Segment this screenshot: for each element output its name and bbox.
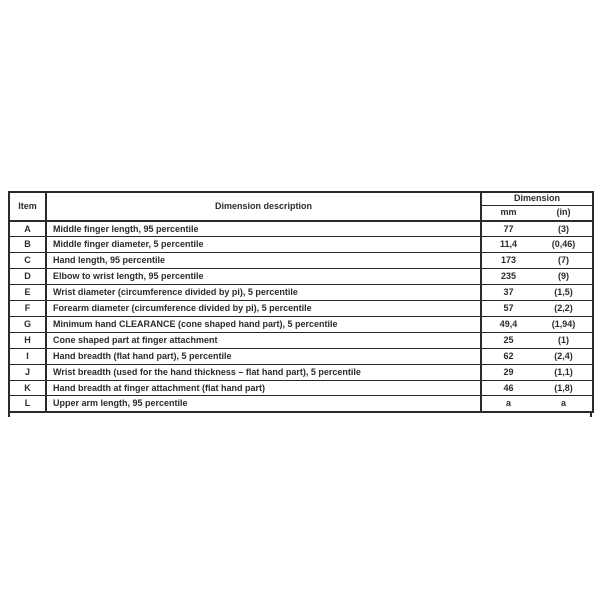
mm-value: 57 (481, 301, 535, 317)
item-letter: K (9, 380, 46, 396)
item-letter: E (9, 285, 46, 301)
in-value: (2,4) (535, 348, 593, 364)
table-row-f (9, 301, 593, 317)
in-value: (1,8) (535, 380, 593, 396)
in-value: (1) (535, 332, 593, 348)
mm-value: 11,4 (481, 237, 535, 253)
dimension-description: Hand length, 95 percentile (46, 253, 481, 269)
in-value: (1,1) (535, 364, 593, 380)
table-row-k (9, 380, 593, 396)
col-header-in: (in) (535, 205, 593, 221)
in-value: (0,46) (535, 237, 593, 253)
mm-value: 62 (481, 348, 535, 364)
table-row-b (9, 237, 593, 253)
table-border-stub-right (590, 413, 592, 417)
mm-value: 37 (481, 285, 535, 301)
item-letter: D (9, 269, 46, 285)
dimension-description: Middle finger diameter, 5 percentile (46, 237, 481, 253)
dimension-description: Middle finger length, 95 percentile (46, 221, 481, 237)
dimension-description: Minimum hand CLEARANCE (cone shaped hand part), 5 percentile (46, 316, 481, 332)
col-header-mm: mm (481, 205, 535, 221)
table-row-a (9, 221, 593, 237)
in-value: (9) (535, 269, 593, 285)
mm-value: 77 (481, 221, 535, 237)
item-letter: I (9, 348, 46, 364)
dimensions-table (8, 191, 594, 413)
dimension-description: Wrist diameter (circumference divided by pi), 5 percentile (46, 285, 481, 301)
item-letter: F (9, 301, 46, 317)
mm-value: 235 (481, 269, 535, 285)
col-header-item: Item (9, 192, 46, 221)
table-border-stub-left (8, 413, 10, 417)
col-header-description: Dimension description (46, 192, 481, 221)
dimension-description: Cone shaped part at finger attachment (46, 332, 481, 348)
item-letter: C (9, 253, 46, 269)
item-letter: G (9, 316, 46, 332)
dimension-description: Forearm diameter (circumference divided by pi), 5 percentile (46, 301, 481, 317)
table-row-h (9, 332, 593, 348)
dimension-description: Hand breadth at finger attachment (flat hand part) (46, 380, 481, 396)
table-row-g (9, 316, 593, 332)
table-row-j (9, 364, 593, 380)
in-value: (2,2) (535, 301, 593, 317)
mm-value: 49,4 (481, 316, 535, 332)
item-letter: A (9, 221, 46, 237)
dimension-description: Wrist breadth (used for the hand thickness – flat hand part), 5 percentile (46, 364, 481, 380)
mm-value: 25 (481, 332, 535, 348)
in-value: a (535, 396, 593, 412)
item-letter: H (9, 332, 46, 348)
item-letter: L (9, 396, 46, 412)
table-row-l (9, 396, 593, 412)
dimensions-table-container (8, 191, 592, 413)
mm-value: 29 (481, 364, 535, 380)
mm-value: 173 (481, 253, 535, 269)
item-letter: B (9, 237, 46, 253)
table-row-c (9, 253, 593, 269)
table-row-e (9, 285, 593, 301)
in-value: (3) (535, 221, 593, 237)
mm-value: 46 (481, 380, 535, 396)
mm-value: a (481, 396, 535, 412)
dimension-description: Elbow to wrist length, 95 percentile (46, 269, 481, 285)
dimension-description: Hand breadth (flat hand part), 5 percentile (46, 348, 481, 364)
in-value: (1,5) (535, 285, 593, 301)
table-row-d (9, 269, 593, 285)
in-value: (1,94) (535, 316, 593, 332)
col-header-dimension: Dimension (481, 192, 593, 205)
table-body (9, 221, 593, 412)
dimension-description: Upper arm length, 95 percentile (46, 396, 481, 412)
table-row-i (9, 348, 593, 364)
in-value: (7) (535, 253, 593, 269)
header-row-top (9, 192, 593, 205)
item-letter: J (9, 364, 46, 380)
table-header (9, 192, 593, 221)
